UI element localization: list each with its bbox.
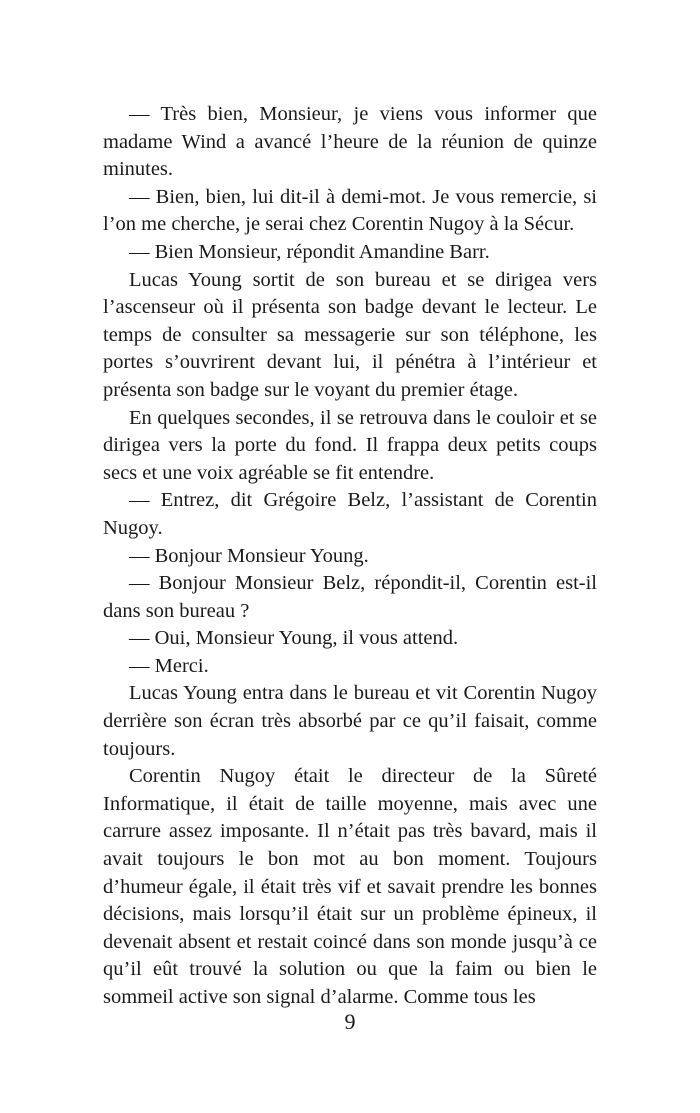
paragraph: — Entrez, dit Grégoire Belz, l’assistant de Corentin Nugoy. <box>103 489 597 539</box>
paragraph: — Bonjour Monsieur Young. <box>129 544 369 567</box>
paragraph: — Bien Monsieur, répondit Amandine Barr. <box>129 240 490 263</box>
paragraph: — Oui, Monsieur Young, il vous attend. <box>129 627 459 650</box>
paragraph: Lucas Young entra dans le bureau et vit Corentin Nugoy derrière son écran très absorbé par ce qu’il faisait, comme toujours. <box>103 682 597 760</box>
paragraph: — Bien, bien, lui dit-il à demi-mot. Je vous remercie, si l’on me cherche, je serai chez Corentin Nugoy à la Sécur. <box>103 185 597 236</box>
body-text <box>103 101 597 1012</box>
paragraph: — Bonjour Monsieur Belz, répondit-il, Corentin est-il dans son bureau ? <box>103 572 597 622</box>
paragraph: Corentin Nugoy était le directeur de la Sûreté Informatique, il était de taille moyenne, mais avec une carrure assez imposante. Il n’était pas très bavard, mais il avait toujours le bon mot au bon moment. Toujours d’humeur égale, il était très vif et savait prendre les bonnes décisions, mais lorsqu’il était sur un problème épineux, il devenait absent et restait coincé dans son monde jusqu’à ce qu’il eût trouvé la solution ou que la faim ou bien le sommeil active son signal d’alarme. Comme tous les <box>103 765 597 1008</box>
paragraph: Lucas Young sortit de son bureau et se dirigea vers l’ascenseur où il présenta son badge devant le lecteur. Le temps de consulter sa messagerie sur son téléphone, les portes s’ouvrirent devant lui, il pénétra à l’intérieur et présenta son badge sur le voyant du premier étage. <box>103 268 597 401</box>
paragraph: — Merci. <box>129 654 209 677</box>
page-number: 9 <box>344 1009 356 1034</box>
paragraph: En quelques secondes, il se retrouva dans le couloir et se dirigea vers la porte du fond. Il frappa deux petits coups secs et une voix agréable se fit entendre. <box>103 406 597 484</box>
paragraph: — Très bien, Monsieur, je viens vous informer que madame Wind a avancé l’heure de la réunion de quinze minutes. <box>103 103 597 181</box>
